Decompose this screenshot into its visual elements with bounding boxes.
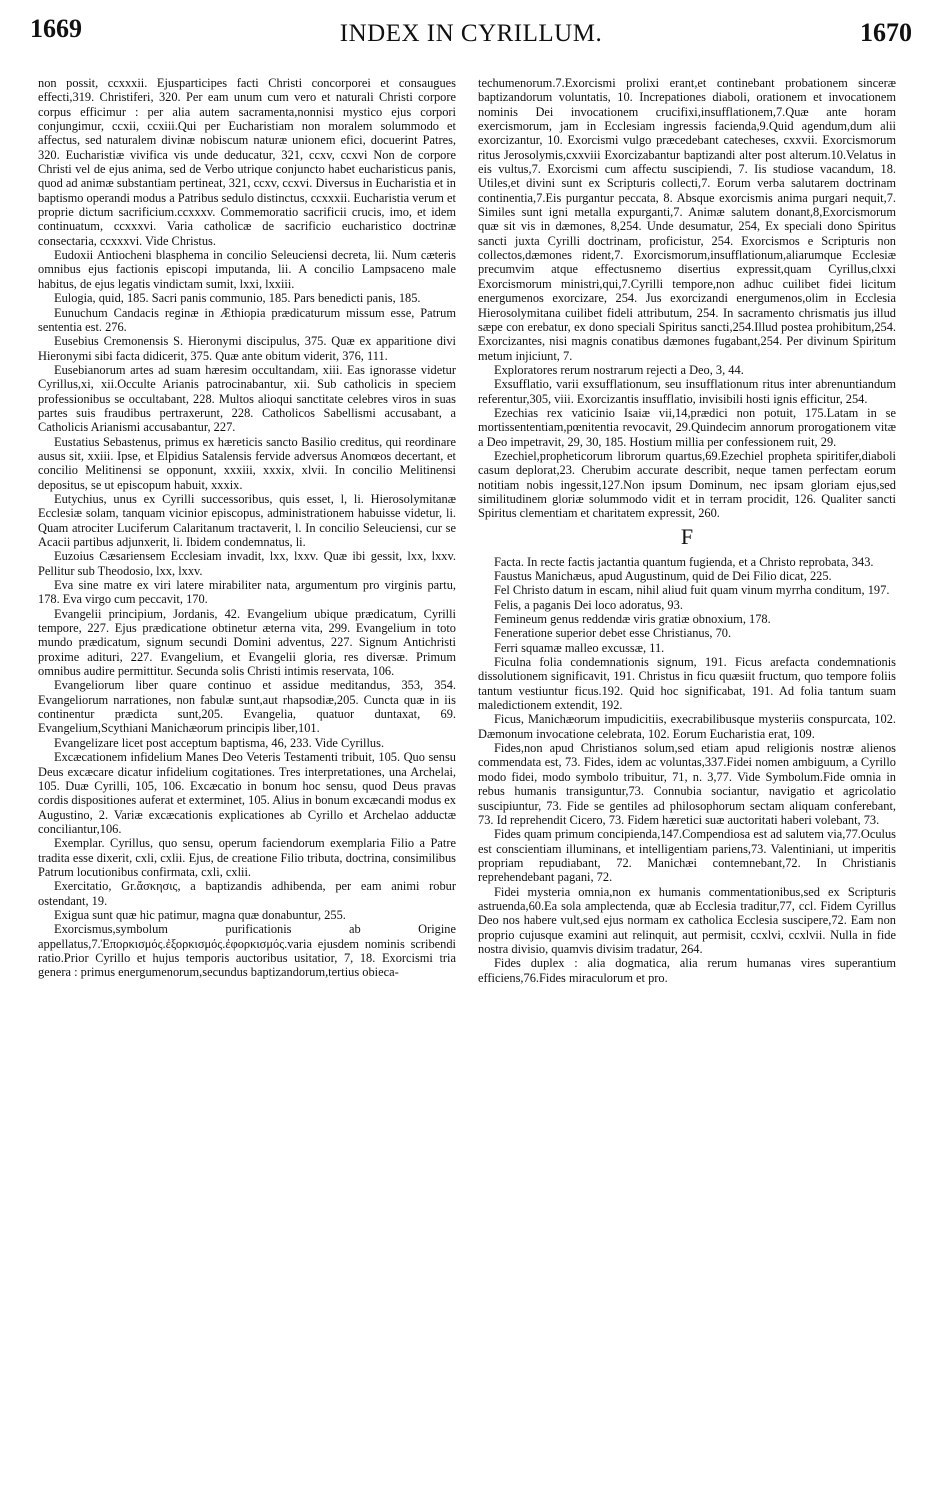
left-column <box>38 76 456 1496</box>
index-entry: non possit, ccxxxii. Ejusparticipes facti Christi concorporei et consaugues effecti,319. Christiferi, 320. Per eam unum cum vero et naturali Christi corpore corpus efficimur : per alia autem sacramenta,nonnisi mystico ejus corpori conjungimur, ccxii, ccxiii.Qui per Eucharistiam non moralem solummodo et affectus, sed naturalem divinæ nobiscum naturæ unionem efici, docuerint Patres, 320. Eucharistiæ vivifica vis unde deducatur, 321, ccxv, ccxvi Non de corpore Christi vel de ejus anima, sed de Verbo utrique conjuncto habet eucharisticus panis, quod ad animæ substantiam pertineat, 321, ccxv, ccxvi. Diversus in Eucharistia et in baptismo operandi modus a Patribus sedulo distinctus, ccxxxii. Eucharistia verum et proprie dictum sacrificium.ccxxxv. Commemoratio sacrificii crucis, imo, et idem continuatum, ccxxxvi. Varia catholicæ de sacrificio eucharistico doctrinæ consectaria, ccxxxvi. Vide Christus. <box>38 76 456 248</box>
index-entry: techumenorum.7.Exorcismi prolixi erant,et continebant probationem sinceræ baptizandorum voluntatis, 10. Increpationes diaboli, orationem et invocationem nominis Dei invocationem crucifixi,insufflationem,7.Quæ ante horam exercismorum, jam in Ecclesiam ingressis facienda,9.Quid agendum,dum alii exorcizantur, 10. Exorcismi vulgo præcedebant catecheses, cxxvii. Exorcismorum ritus Jerosolymis,cxxviii Exorcizabantur baptizandi alter post alterum.10.Velatus in eis vultus,7. Exorcismi cum affectu suscipiendi, 7. Iis studiose vacandum, 18. Utiles,et divini sunt ex Scripturis collecti,7. Eorum verba salutarem doctrinam continentia,7.Eis purgantur peccata, 8. Absque exorcismis anima purgari nequit,7. Similes sunt igni metalla expurganti,7. Animæ salutem donant,8,Exorcismorum quæ sit vis in dæmones, 8,254. Unde desumatur, 254, Ex speciali dono Spiritus sancti juxta Cyrilli doctrinam, proficistur, 254. Exorcismos e Scripturis non collectos,dæmones rident,7. Exorcismorum,insufflationum,aliarumque Ecclesiæ precumvim atque effectusnemo disertius expressit,quam Cyrillus,clxxi Exorcismorum ministri,qui,7.Cyrilli tempore,non adhuc cuilibet fidei licitum energumenos exorcizare, 254. Jus exorcizandi energumenos,olim in Ecclesia Hierosolymitana cuilibet fideli attributum, 254. In sacramento chrismatis jus illud sæpe con erebatur, ex dono speciali Spiritus sancti,254.Illud postea prohibitum,254. Exorcizantes, nisi magnis conatibus dæmones fugabant,254. Per divinum Spiritum metum injiciunt, 7. <box>478 76 896 363</box>
index-entry: Exorcismus,symbolum purificationis ab Origine appellatus,7.Ἐπορκισμός.ἐξορκισμός.ἐφορκισμός.varia ejusdem nominis scribendi ratio.Prior Cyrillo et hujus temporis auctoribus usitatior, 7, 18. Exorcismi tria genera : primus energumenorum,secundus baptizandorum,tertius obieca- <box>38 922 456 980</box>
index-entry: Eva sine matre ex viri latere mirabiliter nata, argumentum pro virginis partu, 178. Eva virgo cum peccavit, 170. <box>38 578 456 607</box>
index-entry: Exemplar. Cyrillus, quo sensu, operum faciendorum exemplaria Filio a Patre tradita esse dixerit, cxli, cxlii. Ejus, de creatione Filio tributa, doctrina, consimilibus Patrum locutionibus confirmata, cxli, cxlii. <box>38 836 456 879</box>
right-column-e-entries <box>478 76 896 521</box>
index-entry: Felis, a paganis Dei loco adoratus, 93. <box>494 597 683 612</box>
index-entry: Fides quam primum concipienda,147.Compendiosa est ad salutem via,77.Oculus est conscientiam illuminans, et intelligentiam pariens,73. Valentiniani, ut imperitis propriam repudiabant, 72. Manichæi contemnebant,72. In Christianis reprehendebant pagani, 72. <box>478 827 896 885</box>
page-number-left: 1669 <box>30 14 82 43</box>
index-entry: Fides duplex : alia dogmatica, alia rerum humanas vires superantium efficiens,76.Fides miraculorum et pro. <box>478 956 896 985</box>
section-letter: F <box>680 523 694 549</box>
index-entry: Ezechias rex vaticinio Isaiæ vii,14,prædici non potuit, 175.Latam in se mortissententiam,pœnitentia revocavit, 29.Quindecim annorum prorogationem vitæ a Deo impetravit, 29, 30, 185. Hostium millia per confessionem ruit, 29. <box>478 405 896 449</box>
index-entry: Ficus, Manichæorum impudicitiis, execrabilibusque mysteriis conspurcata, 102. Dæmonum invocatione celebrata, 102. Eorum Eucharistia erat, 109. <box>478 712 896 741</box>
index-entry: Fides,non apud Christianos solum,sed etiam apud religionis nostræ alienos commendata est, 73. Fides, idem ac voluntas,337.Fidei nomen ambiguum, a Cyrillo modo fidei, modo symbolo tribuitur, 71, n. 3,77. Vide Symbolum.Fide omnia in rebus humanis transiguntur,73. Connubia sociantur, navigatio et agricolatio suscipiuntur, 73. Fide se gentiles ad philosophorum sectam aliquam conferebant, 73. Id reprehendit Cicero, 73. Fidem hæretici suæ auctoritati haberi volebant, 73. <box>478 741 896 827</box>
index-entry: Femineum genus reddendæ viris gratiæ obnoxium, 178. <box>494 612 771 627</box>
index-entry: Eusebius Cremonensis S. Hieronymi discipulus, 375. Quæ ex apparitione divi Hieronymi sibi facta didicerit, 375. Quæ ante obitum viderit, 376, 111. <box>38 334 456 363</box>
page-title: INDEX IN CYRILLUM. <box>339 20 603 47</box>
index-entry: Evangelizare licet post acceptum baptisma, 46, 233. Vide Cyrillus. <box>54 735 385 750</box>
index-entry: Eusebianorum artes ad suam hæresim occultandam, xiii. Eas ignorasse videtur Cyrillus,xi, xii.Occulte Arianis patrocinabantur, xii. Sub catholicis in speciem professionibus se occultabant, 228. Multos alioqui sanctitate celebres viros in suas partes suis fraudibus pertraxerunt, 228. Catholicos Sabellismi accusabant, a Catholicis Arianismi accusabantur, 227. <box>38 362 456 435</box>
index-entry: Evangeliorum liber quare continuo et assidue meditandus, 353, 354. Evangeliorum narrationes, non fabulæ sunt,aut rhapsodiæ,205. Cuncta quæ in iis continentur prædicta sunt,205. Evangelia, quatuor duntaxat, 69. Evangelium,Scythiani Manichæorum principis liber,101. <box>38 678 456 736</box>
index-entry: Eudoxii Antiocheni blasphema in concilio Seleuciensi decreta, lii. Num cæteris omnibus ejus factionis episcopi imputanda, lii. A concilio Lampsaceno male habitus, de ejus legatis vindictam sumit, lxxi, lxxiii. <box>38 248 456 291</box>
right-column-f-entries <box>478 555 896 985</box>
index-entry: Eustatius Sebastenus, primus ex hæreticis sancto Basilio creditus, qui reordinare ausus sit, xxiii. Ipse, et Elpidius Satalensis fervide adversus Anomœos decertant, et concilio Melitinensi se opponunt, xxxiii, xxxix, xlvii. In concilio Melitinensi depositus, se ut episcopum habuit, xxxix. <box>38 434 456 492</box>
right-column <box>478 76 896 1496</box>
index-entry: Exercitatio, Gr.ἄσκησις, a baptizandis adhibenda, per eam animi robur ostendant, 19. <box>38 879 456 908</box>
index-entry: Facta. In recte factis jactantia quantum fugienda, et a Christo reprobata, 343. <box>494 554 874 569</box>
page-number-right: 1670 <box>860 18 912 47</box>
index-entry: Exigua sunt quæ hic patimur, magna quæ donabuntur, 255. <box>54 907 346 922</box>
index-entry: Ezechiel,propheticorum librorum quartus,69.Ezechiel propheta spiritifer,diaboli casum deplorat,23. Cherubim accurate describit, neque tamen perfectam eorum notitiam nobis ingessit,127.Non ipsum Dominum, nec ipsam gloriam ejus,sed similitudinem gloriæ solummodo vidit et in terram procidit, 126. Qualiter sancti Spiritus clementiam et charitatem expressit, 260. <box>478 448 896 521</box>
index-entry: Eunuchum Candacis reginæ in Æthiopia prædicaturum missum esse, Patrum sententia est. 276. <box>38 305 456 334</box>
index-entry: Eulogia, quid, 185. Sacri panis communio, 185. Pars benedicti panis, 185. <box>54 291 421 306</box>
index-entry: Feneratione superior debet esse Christianus, 70. <box>494 626 732 641</box>
index-entry: Eutychius, unus ex Cyrilli successoribus, quis esset, l, li. Hierosolymitanæ Ecclesiæ solam, tanquam vicinior episcopus, administrationem habuisse videtur, li. Quam atrociter Luciferum Calaritanum tractaverit, l. In concilio Seleuciensi, cur se Acacii partibus adjunxerit, li. Ibidem condemnatus, li. <box>38 491 456 549</box>
index-entry: Euzoius Cæsariensem Ecclesiam invadit, lxx, lxxv. Quæ ibi gessit, lxx, lxxv. Pellitur sub Theodosio, lxx, lxxv. <box>38 549 456 578</box>
index-entry: Exsufflatio, varii exsufflationum, seu insufflationum ritus inter abrenuntiandum referentur,305, viii. Exorcizantis insufflatio, invisibili hosti ignis efficitur, 254. <box>478 377 896 406</box>
index-entry: Exploratores rerum nostrarum rejecti a Deo, 3, 44. <box>494 362 744 377</box>
index-entry: Excæcationem infidelium Manes Deo Veteris Testamenti tribuit, 105. Quo sensu Deus excæcare dicatur infidelium cogitationes. Tres interpretationes, una Archelai, 105. Duæ Cyrilli, 105, 106. Excæcatio in bonum hoc sensu, quod Deus pravas cordis dispositiones auferat et exterminet, 105. Alius in bonum excæcandi modus ex Augustino, 2. Variæ excæcationis explicationes ab Cyrillo et Archelao adductæ conciliantur,106. <box>38 750 456 836</box>
running-header <box>30 14 912 54</box>
index-entry: Evangelii principium, Jordanis, 42. Evangelium ubique prædicatum, Cyrilli tempore, 227. Ejus prædicatione obtinetur æterna vita, 299. Evangelium in toto mundo prædicatum, signum secundi Domini adventus, 227. Signum Antichristi proxime adituri, 227. Evangelium, et Evangelii gloria, res diversæ. Primum omnibus audire permittitur. Secunda solis Christi intimis reservata, 106. <box>38 606 456 679</box>
index-entry: Ficulna folia condemnationis signum, 191. Ficus arefacta condemnationis dissolutionem significavit, 191. Christus in ficu quæsiit fructum, quo tempore foliis tantum vestiuntur ficus.192. Quid hoc significabat, 191. Ad folia tantum suam maledictionem extendit, 192. <box>478 655 896 713</box>
index-entry: Ferri squamæ malleo excussæ, 11. <box>494 640 665 655</box>
index-entry: Fel Christo datum in escam, nihil aliud fuit quam vinum myrrha conditum, 197. <box>494 583 890 598</box>
index-entry: Fidei mysteria omnia,non ex humanis commentationibus,sed ex Scripturis astruenda,60.Ea sola amplectenda, quæ ab Ecclesia traditur,77, ccl. Fidem Cyrillus Deo nos habere vult,sed ejus normam ex catholica Ecclesia suscipere,72. Eam non proprio cujusque examini aut relinquit, aut permisit, ccxlvi, ccxlvii. Nulla in fide nostra divisio, quamvis divisim tradatur, 264. <box>478 884 896 956</box>
index-entry: Faustus Manichæus, apud Augustinum, quid de Dei Filio dicat, 225. <box>494 569 832 583</box>
